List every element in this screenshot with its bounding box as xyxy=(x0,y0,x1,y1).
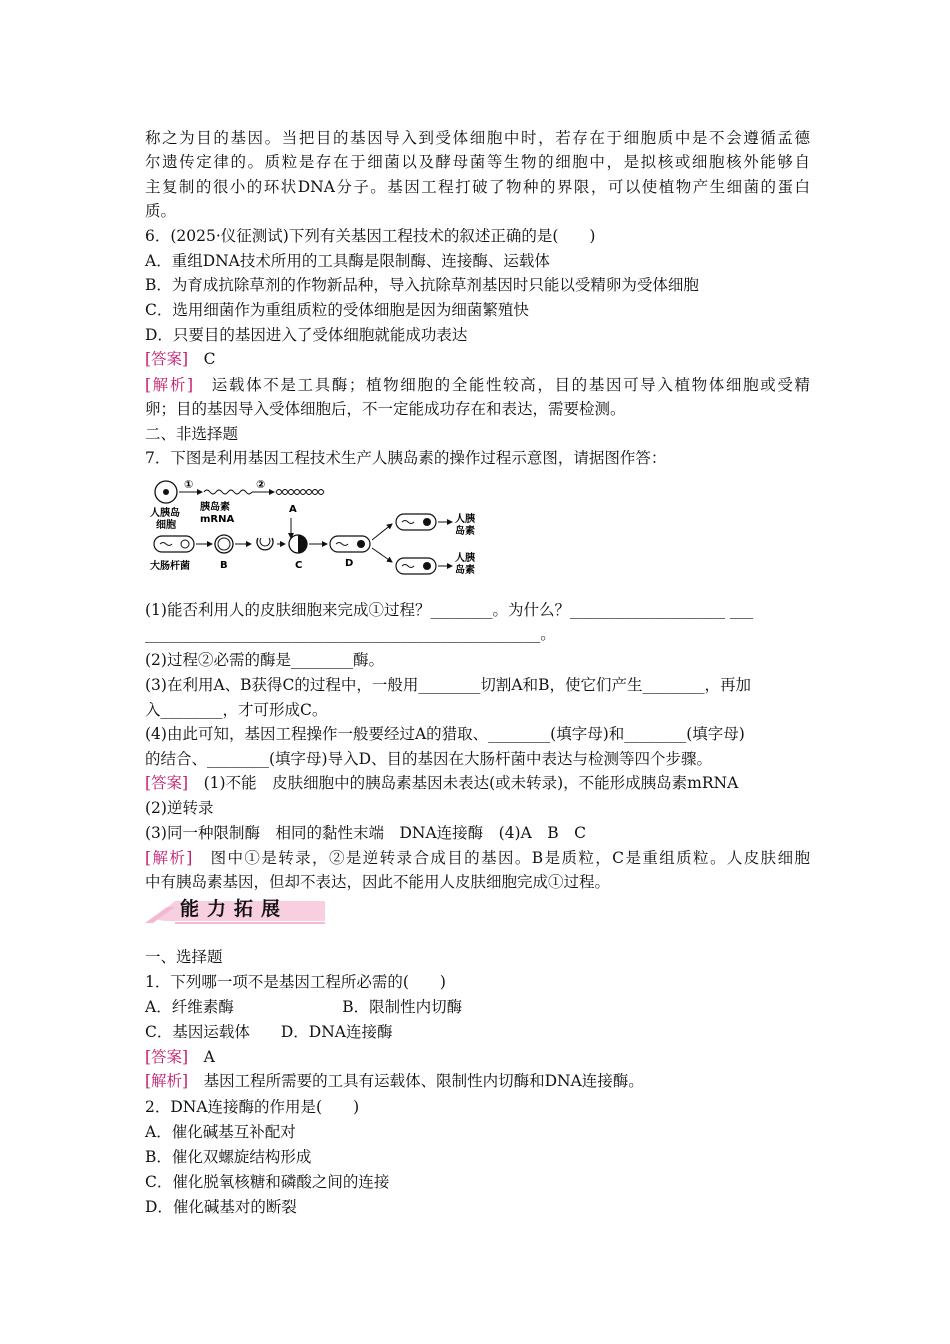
question-6-answer xyxy=(145,347,810,371)
label-d: D xyxy=(345,558,354,569)
question-6-analysis xyxy=(145,373,810,397)
step-1-label: ① xyxy=(184,478,194,491)
insulin-process-diagram xyxy=(148,478,488,580)
dna-helix-icon xyxy=(276,490,324,495)
practice-2-option-c: C．催化脱氧核糖和磷酸之间的连接 xyxy=(145,1173,390,1191)
mrna-label-1: 胰岛素 xyxy=(200,502,230,513)
practice-1-answer xyxy=(145,1045,810,1069)
product-1-label-a: 人胰 xyxy=(455,514,475,525)
cell-label-2: 细胞 xyxy=(156,520,176,531)
mrna-label-2: mRNA xyxy=(200,514,235,525)
bacterium-product-1-icon xyxy=(396,514,436,530)
question-7-sub-3-continued: 入________，才可形成C。 xyxy=(145,701,328,719)
question-6-option-a: A．重组DNA技术所用的工具酶是限制酶、连接酶、运载体 xyxy=(145,252,550,270)
question-7-sub-4: (4)由此可知，基因工程操作一般要经过A的猎取、________(填字母)和________(填字母) xyxy=(145,725,745,743)
pancreatic-cell-icon xyxy=(155,481,177,503)
practice-2-option-a: A．催化碱基互补配对 xyxy=(145,1123,296,1141)
analysis-text: 基因工程所需要的工具有运载体、限制性内切酶和DNA连接酶。 xyxy=(188,1072,644,1090)
answer-tag: [答案] xyxy=(145,350,189,368)
step-2-label: ② xyxy=(256,478,266,491)
question-7-stem: 7．下图是利用基因工程技术生产人胰岛素的操作过程示意图，请据图作答： xyxy=(145,449,667,467)
analysis-tag: [解析] xyxy=(145,849,193,867)
question-7-sub-1-continued: ___________________________________________________。 xyxy=(145,625,556,643)
question-6-option-b: B．为育成抗除草剂的作物新品种，导入抗除草剂基因时只能以受精卵为受体细胞 xyxy=(145,276,699,294)
bacterium-icon xyxy=(154,536,194,552)
cut-plasmid-icon xyxy=(257,538,273,550)
analysis-tag: [解析] xyxy=(145,376,194,394)
question-7-sub-1: (1)能否利用人的皮肤细胞来完成①过程？________。为什么？____________________ ___ xyxy=(145,601,754,619)
section-heading-choice: 一、选择题 xyxy=(145,948,223,966)
ability-extension-banner: 能力拓展 xyxy=(180,898,289,920)
answer-text: A xyxy=(188,1048,215,1066)
practice-2-stem: 2．DNA连接酶的作用是( ) xyxy=(145,1098,360,1116)
answer-text: (1)不能 皮肤细胞中的胰岛素基因未表达(或未转录)，不能形成胰岛素mRNA xyxy=(188,774,739,792)
paragraph-line: 主复制的很小的环状DNA分子。基因工程打破了物种的界限，可以使植物产生细菌的蛋白 xyxy=(145,178,810,196)
question-7-answer xyxy=(145,771,810,795)
practice-1-options-cd: C．基因运载体 D．DNA连接酶 xyxy=(145,1023,393,1041)
answer-tag: [答案] xyxy=(145,1048,189,1066)
paragraph-line: 称之为目的基因。当把目的基因导入到受体细胞中时，若存在于细胞质中是不会遵循孟德 xyxy=(145,129,810,147)
analysis-tag: [解析] xyxy=(145,1072,189,1090)
question-7-sub-2: (2)过程②必需的酶是________酶。 xyxy=(145,651,384,669)
analysis-text: 运载体不是工具酶；植物细胞的全能性较高，目的基因可导入植物体细胞或受精 xyxy=(193,376,810,394)
answer-tag: [答案] xyxy=(145,774,189,792)
practice-2-option-d: D．催化碱基对的断裂 xyxy=(145,1198,297,1216)
product-1-label-b: 岛素 xyxy=(455,526,475,537)
product-2-label-b: 岛素 xyxy=(455,565,475,576)
mrna-wave-icon xyxy=(204,490,252,494)
question-7-answer-2: (2)逆转录 xyxy=(145,799,214,817)
plasmid-b-icon xyxy=(215,535,233,553)
practice-2-option-b: B．催化双螺旋结构形成 xyxy=(145,1148,312,1166)
question-6-analysis-line-2: 卵；目的基因导入受体细胞后，不一定能成功存在和表达，需要检测。 xyxy=(145,400,626,418)
cell-label-1: 人胰岛 xyxy=(150,508,180,519)
question-6-option-c: C．选用细菌作为重组质粒的受体细胞是因为细菌繁殖快 xyxy=(145,301,529,319)
practice-1-analysis xyxy=(145,1069,810,1093)
paragraph-line: 质。 xyxy=(145,202,177,220)
label-a: A xyxy=(289,504,297,515)
question-7-sub-4-continued: 的结合、________(填字母)导入D、目的基因在大肠杆菌中表达与检测等四个步骤。 xyxy=(145,750,713,768)
practice-1-stem: 1．下列哪一项不是基因工程所必需的( ) xyxy=(145,973,446,991)
recombinant-plasmid-c-icon xyxy=(289,535,307,553)
question-6-stem: 6．(2025·仪征测试)下列有关基因工程技术的叙述正确的是( ) xyxy=(145,227,596,245)
question-7-analysis-2: 中有胰岛素基因，但却不表达，因此不能用人皮肤细胞完成①过程。 xyxy=(145,873,611,891)
label-c: C xyxy=(295,560,303,571)
bacterium-d-icon xyxy=(330,536,370,552)
question-7-sub-3: (3)在利用A、B获得C的过程中，一般用________切割A和B，使它们产生________，再加 xyxy=(145,676,751,694)
bacterium-product-2-icon xyxy=(396,558,436,574)
section-heading-nonchoice: 二、非选择题 xyxy=(145,425,239,443)
practice-1-options-ab: A．纤维素酶 B．限制性内切酶 xyxy=(145,998,463,1016)
label-b: B xyxy=(220,560,228,571)
answer-text: C xyxy=(188,350,216,368)
bacteria-label: 大肠杆菌 xyxy=(150,561,190,572)
paragraph-line: 尔遗传定律的。质粒是存在于细菌以及酵母菌等生物的细胞中，是拟核或细胞核外能够自 xyxy=(145,153,810,171)
question-7-analysis xyxy=(145,846,810,870)
question-7-answer-3: (3)同一种限制酶 相同的黏性末端 DNA连接酶 (4)A B C xyxy=(145,824,587,842)
analysis-text: 图中①是转录，②是逆转录合成目的基因。B是质粒，C是重组质粒。人皮肤细胞 xyxy=(192,849,810,867)
product-2-label-a: 人胰 xyxy=(455,553,475,564)
question-6-option-d: D．只要目的基因进入了受体细胞就能成功表达 xyxy=(145,326,468,344)
